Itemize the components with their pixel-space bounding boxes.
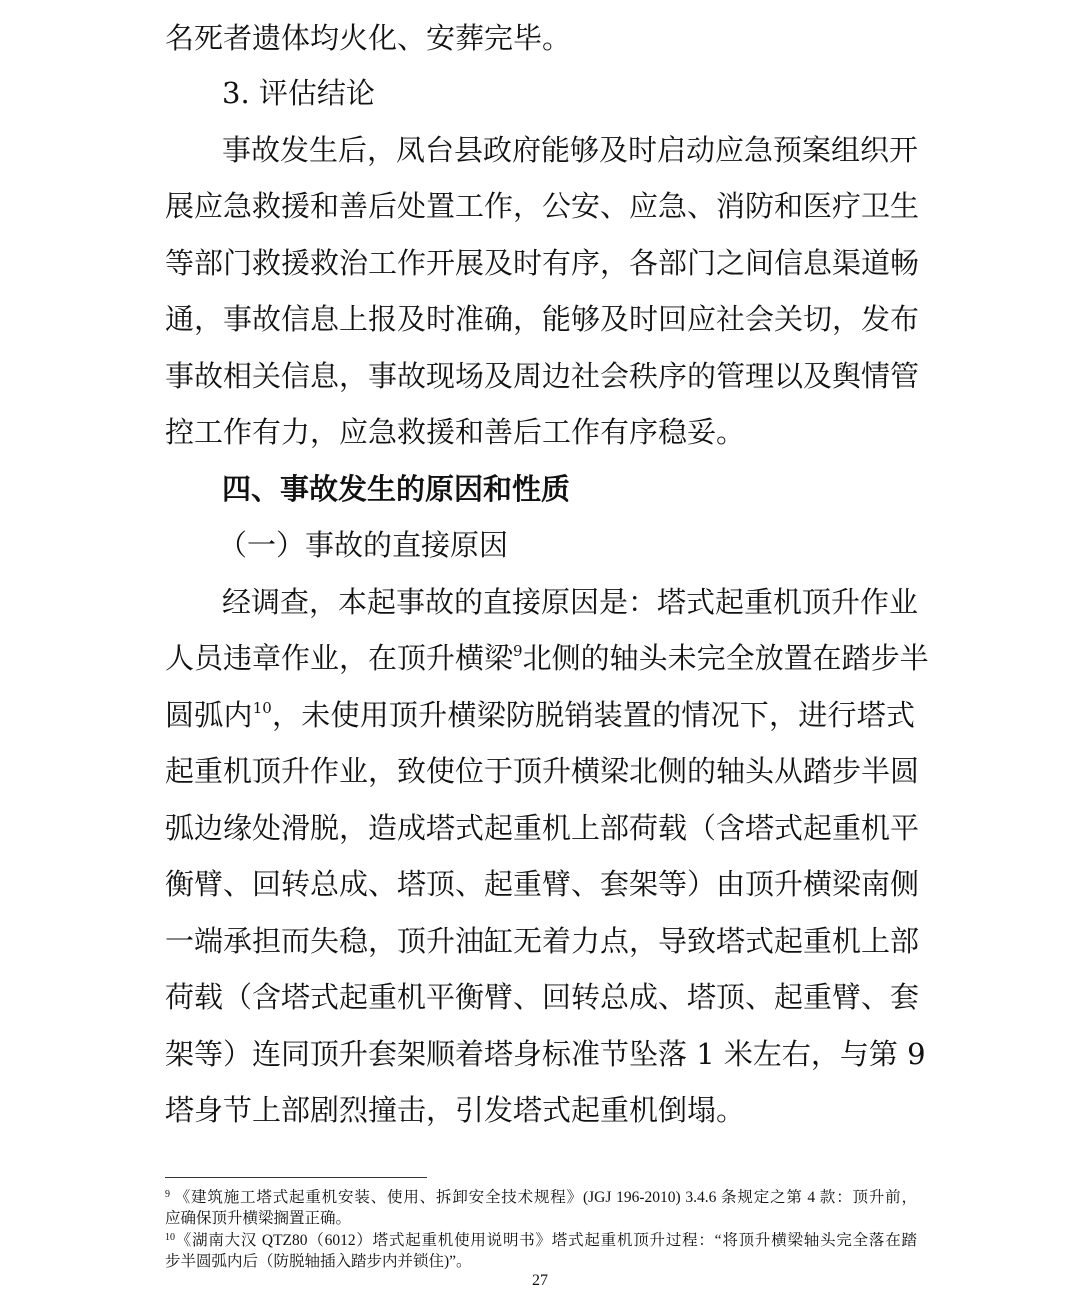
body-text-line: 衡臂、回转总成、塔顶、起重臂、套架等）由顶升横梁南侧 [165, 867, 920, 901]
body-text-line: 人员违章作业，在顶升横梁$^9$北侧的轴头未完全放置在踏步半 [165, 641, 929, 675]
body-text-line: 架等）连同顶升套架顺着塔身标准节坠落 1 米左右，与第 9 [165, 1037, 926, 1071]
footnote-ref-10[interactable]: 10 [252, 699, 272, 717]
footnote-divider [165, 1177, 427, 1178]
section-heading-3: 3. 评估结论 [222, 76, 375, 110]
footnote-9: $^9$ 《建筑施工塔式起重机安装、使用、拆卸安全技术规程》(JGJ 196-2010) 3.4.6 条规定之第 4 款：顶升前， [165, 1189, 918, 1206]
page-number: 27 [532, 1272, 548, 1289]
body-text-line: 事故发生后，凤台县政府能够及时启动应急预案组织开 [222, 133, 919, 167]
footnote-ref-9[interactable]: 9 [513, 642, 523, 660]
body-text-line: 经调查，本起事故的直接原因是：塔式起重机顶升作业 [222, 585, 919, 619]
body-text-line: 等部门救援救治工作开展及时有序，各部门之间信息渠道畅 [165, 246, 920, 280]
footnote-9-cont: 应确保顶升横梁搁置正确。 [165, 1210, 352, 1227]
body-text-line: 控工作有力，应急救援和善后工作有序稳妥。 [165, 415, 746, 449]
body-text-line: 事故相关信息，事故现场及周边社会秩序的管理以及舆情管 [165, 359, 920, 393]
body-text-line: 名死者遗体均火化、安葬完毕。 [165, 21, 572, 55]
body-text-line: 荷载（含塔式起重机平衡臂、回转总成、塔顶、起重臂、套 [165, 980, 920, 1014]
body-text-line: 圆弧内$^{10}$，未使用顶升横梁防脱销装置的情况下，进行塔式 [165, 698, 915, 732]
body-text-line: 展应急救援和善后处置工作，公安、应急、消防和医疗卫生 [165, 189, 920, 223]
body-text-line: 塔身节上部剧烈撞击，引发塔式起重机倒塌。 [165, 1093, 746, 1127]
subsection-heading: （一）事故的直接原因 [218, 528, 509, 562]
chapter-heading: 四、事故发生的原因和性质 [222, 472, 571, 506]
footnote-10-cont: 步半圆弧内后（防脱轴插入踏步内并锁住)”。 [165, 1253, 472, 1270]
body-text-line: 弧边缘处滑脱，造成塔式起重机上部荷载（含塔式起重机平 [165, 811, 920, 845]
body-text-line: 通，事故信息上报及时准确，能够及时回应社会关切，发布 [165, 302, 920, 336]
body-text-line: 起重机顶升作业，致使位于顶升横梁北侧的轴头从踏步半圆 [165, 754, 920, 788]
footnote-10: $^{10}$《湖南大汉 QTZ80（6012）塔式起重机使用说明书》塔式起重机顶升过程：“将顶升横梁轴头完全落在踏 [165, 1232, 917, 1249]
body-text-line: 一端承担而失稳，顶升油缸无着力点，导致塔式起重机上部 [165, 924, 920, 958]
